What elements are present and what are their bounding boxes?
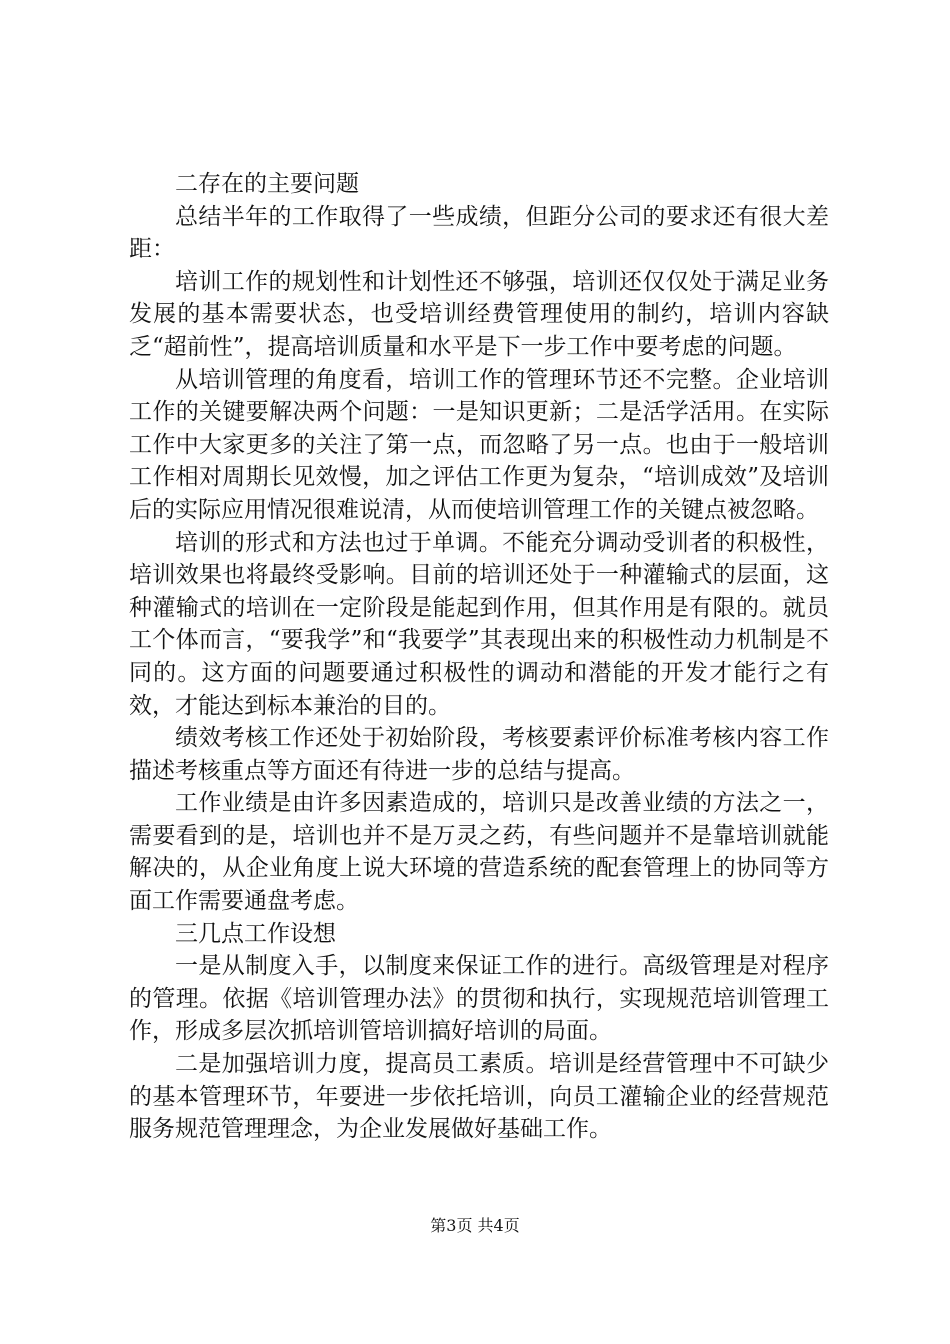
paragraph: 二是加强培训力度，提高员工素质。培训是经营管理中不可缺少的基本管理环节，年要进一步依托培训，向员工灌输企业的经营规范服务规范管理理念，为企业发展做好基础工作。 [129, 1051, 829, 1143]
paragraph: 一是从制度入手，以制度来保证工作的进行。高级管理是对程序的管理。依据《培训管理办法》的贯彻和执行，实现规范培训管理工作，形成多层次抓培训管培训搞好培训的局面。 [129, 953, 829, 1045]
paragraph: 从培训管理的角度看，培训工作的管理环节还不完整。企业培训工作的关键要解决两个问题：一是知识更新；二是活学活用。在实际工作中大家更多的关注了第一点，而忽略了另一点。也由于一般培训工作相对周期长见效慢，加之评估工作更为复杂，“培训成效”及培训后的实际应用情况很难说清，从而使培训管理工作的关键点被忽略。 [129, 366, 829, 523]
paragraph: 工作业绩是由许多因素造成的，培训只是改善业绩的方法之一，需要看到的是，培训也并不是万灵之药，有些问题并不是靠培训就能解决的，从企业角度上说大环境的营造系统的配套管理上的协同等方面工作需要通盘考虑。 [129, 790, 829, 915]
section-heading-problems: 二存在的主要问题 [175, 171, 359, 197]
paragraph: 绩效考核工作还处于初始阶段，考核要素评价标准考核内容工作描述考核重点等方面还有待进一步的总结与提高。 [129, 725, 829, 784]
page-number-footer: 第3页 共4页 [430, 1216, 520, 1235]
paragraph: 总结半年的工作取得了一些成绩，但距分公司的要求还有很大差距： [129, 203, 829, 263]
section-heading-ideas: 三几点工作设想 [175, 920, 336, 947]
document-body [129, 168, 829, 1146]
paragraph: 培训的形式和方法也过于单调。不能充分调动受训者的积极性，培训效果也将最终受影响。目前的培训还处于一种灌输式的层面，这种灌输式的培训在一定阶段是能起到作用，但其作用是有限的。就员工个体而言，“要我学”和“我要学”其表现出来的积极性动力机制是不同的。这方面的问题要通过积极性的调动和潜能的开发才能行之有效，才能达到标本兼治的目的。 [129, 529, 829, 719]
paragraph: 培训工作的规划性和计划性还不够强，培训还仅仅处于满足业务发展的基本需要状态，也受培训经费管理使用的制约，培训内容缺乏“超前性”，提高培训质量和水平是下一步工作中要考虑的问题。 [129, 268, 829, 360]
